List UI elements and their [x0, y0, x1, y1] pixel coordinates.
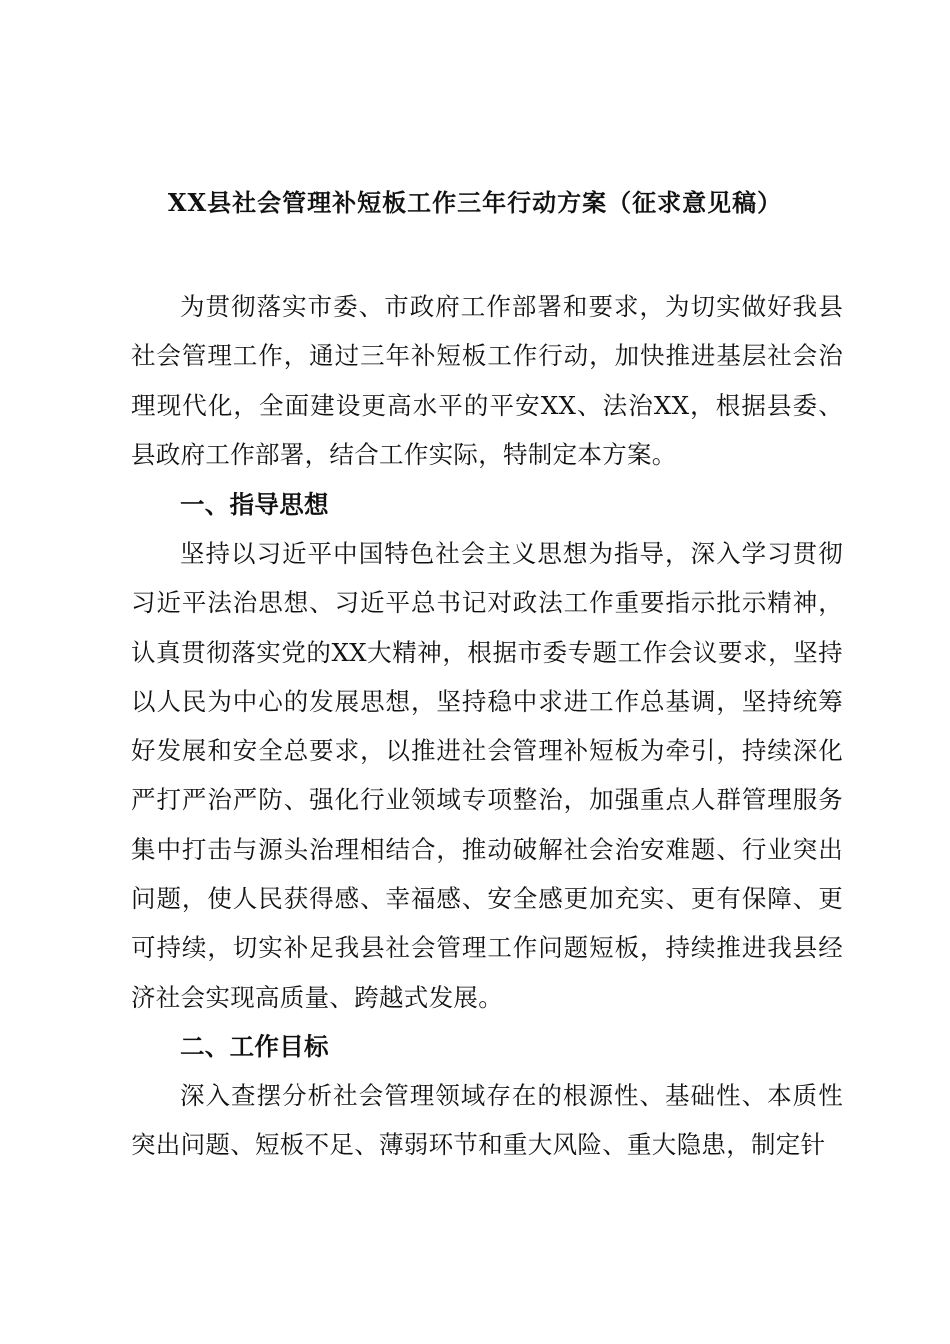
- work-goals-paragraph: 深入查摆分析社会管理领域存在的根源性、基础性、本质性突出问题、短板不足、薄弱环节和重大风险、重大隐患，制定针: [131, 1081, 843, 1160]
- intro-paragraph: 为贯彻落实市委、市政府工作部署和要求，为切实做好我县社会管理工作，通过三年补短板工作行动，加快推进基层社会治理现代化，全面建设更高水平的平安XX、法治XX，根据县委、县政府工作部署，结合工作实际，特制定本方案。: [131, 292, 843, 469]
- section-heading-work-goals: 二、工作目标: [180, 1032, 329, 1061]
- document-title: XX县社会管理补短板工作三年行动方案（征求意见稿）: [167, 188, 783, 217]
- section-heading-guiding-ideology: 一、指导思想: [180, 490, 329, 519]
- guiding-ideology-paragraph: 坚持以习近平中国特色社会主义思想为指导，深入学习贯彻习近平法治思想、习近平总书记对政法工作重要指示批示精神，认真贯彻落实党的XX大精神，根据市委专题工作会议要求，坚持以人民为中心的发展思想，坚持稳中求进工作总基调，坚持统筹好发展和安全总要求，以推进社会管理补短板为牵引，持续深化严打严治严防、强化行业领域专项整治，加强重点人群管理服务集中打击与源头治理相结合，推动破解社会治安难题、行业突出问题，使人民获得感、幸福感、安全感更加充实、更有保障、更可持续，切实补足我县社会管理工作问题短板，持续推进我县经济社会实现高质量、跨越式发展。: [131, 539, 843, 1012]
